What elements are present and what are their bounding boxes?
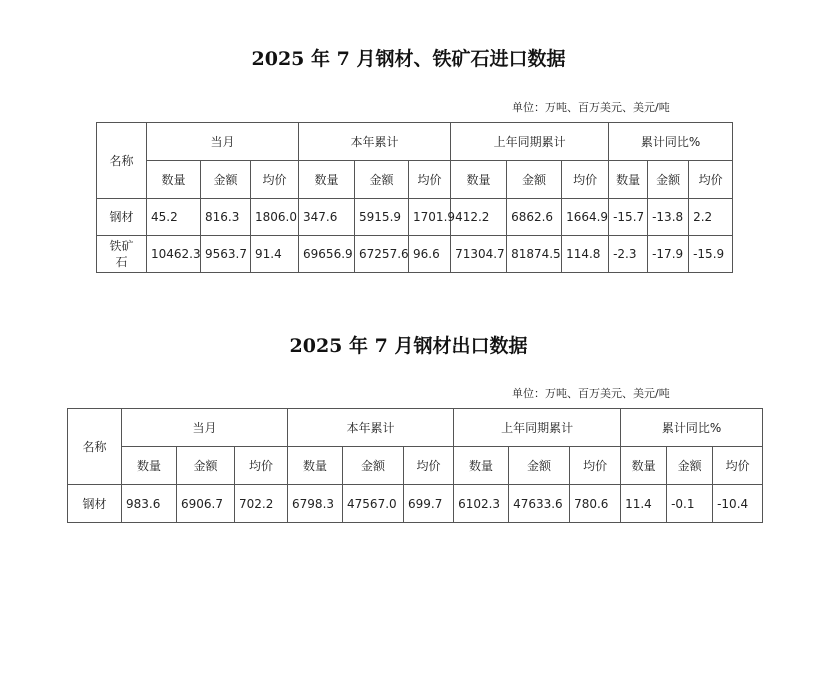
subheader-quantity: 数量 xyxy=(122,447,177,485)
row-name-line2: 石 xyxy=(115,255,128,269)
subheader-row xyxy=(97,161,733,199)
cell-value: 91.4 xyxy=(251,236,299,273)
subheader-quantity: 数量 xyxy=(299,161,355,199)
subheader-avg-price: 均价 xyxy=(251,161,299,199)
group-header-ytd: 本年累计 xyxy=(299,123,451,161)
cell-value: 1806.0 xyxy=(251,199,299,236)
cell-value: 47633.6 xyxy=(509,485,570,523)
cell-value: -10.4 xyxy=(713,485,763,523)
subheader-quantity: 数量 xyxy=(454,447,509,485)
table-row xyxy=(97,236,733,273)
cell-value: 81874.5 xyxy=(507,236,562,273)
cell-value: 47567.0 xyxy=(343,485,404,523)
name-header: 名称 xyxy=(68,409,122,485)
cell-value: 71304.7 xyxy=(451,236,507,273)
subheader-amount: 金额 xyxy=(201,161,251,199)
row-name: 钢材 xyxy=(97,199,147,236)
group-header-last-year-ytd: 上年同期累计 xyxy=(454,409,621,447)
cell-value: 69656.9 xyxy=(299,236,355,273)
cell-value: 699.7 xyxy=(404,485,454,523)
cell-value: -15.7 xyxy=(609,199,648,236)
subheader-quantity: 数量 xyxy=(147,161,201,199)
subheader-avg-price: 均价 xyxy=(570,447,621,485)
cell-value: 2.2 xyxy=(689,199,733,236)
export-table-title: 2025 年 7 月钢材出口数据 xyxy=(289,335,528,357)
group-header-current-month: 当月 xyxy=(147,123,299,161)
header-row xyxy=(97,123,733,161)
subheader-amount: 金额 xyxy=(648,161,689,199)
group-header-yoy: 累计同比% xyxy=(609,123,733,161)
subheader-avg-price: 均价 xyxy=(689,161,733,199)
cell-value: 983.6 xyxy=(122,485,177,523)
cell-value: 5915.9 xyxy=(355,199,409,236)
subheader-amount: 金额 xyxy=(343,447,404,485)
subheader-quantity: 数量 xyxy=(451,161,507,199)
group-header-ytd: 本年累计 xyxy=(288,409,454,447)
cell-value: -17.9 xyxy=(648,236,689,273)
cell-value: 6798.3 xyxy=(288,485,343,523)
subheader-avg-price: 均价 xyxy=(404,447,454,485)
header-row xyxy=(68,409,763,447)
subheader-avg-price: 均价 xyxy=(409,161,451,199)
subheader-row xyxy=(68,447,763,485)
cell-value: 45.2 xyxy=(147,199,201,236)
import-unit-note: 单位：万吨、百万美元、美元/吨 xyxy=(512,101,670,114)
subheader-quantity: 数量 xyxy=(621,447,667,485)
cell-value: 1701.9 xyxy=(409,199,451,236)
subheader-quantity: 数量 xyxy=(288,447,343,485)
group-header-current-month: 当月 xyxy=(122,409,288,447)
cell-value: 347.6 xyxy=(299,199,355,236)
name-header: 名称 xyxy=(97,123,147,199)
cell-value: 96.6 xyxy=(409,236,451,273)
table-row xyxy=(97,199,733,236)
cell-value: -15.9 xyxy=(689,236,733,273)
cell-value: 702.2 xyxy=(235,485,288,523)
row-name xyxy=(97,236,147,273)
subheader-quantity: 数量 xyxy=(609,161,648,199)
cell-value: 412.2 xyxy=(451,199,507,236)
subheader-avg-price: 均价 xyxy=(713,447,763,485)
subheader-amount: 金额 xyxy=(355,161,409,199)
cell-value: 11.4 xyxy=(621,485,667,523)
subheader-avg-price: 均价 xyxy=(562,161,609,199)
import-table-title: 2025 年 7 月钢材、铁矿石进口数据 xyxy=(251,48,566,70)
cell-value: 114.8 xyxy=(562,236,609,273)
cell-value: 6862.6 xyxy=(507,199,562,236)
cell-value: -0.1 xyxy=(667,485,713,523)
cell-value: 10462.3 xyxy=(147,236,201,273)
cell-value: 6906.7 xyxy=(177,485,235,523)
cell-value: -13.8 xyxy=(648,199,689,236)
row-name: 钢材 xyxy=(68,485,122,523)
subheader-amount: 金额 xyxy=(667,447,713,485)
subheader-amount: 金额 xyxy=(177,447,235,485)
export-unit-note: 单位：万吨、百万美元、美元/吨 xyxy=(512,387,670,400)
subheader-amount: 金额 xyxy=(509,447,570,485)
import-data-table xyxy=(96,122,733,273)
table-row xyxy=(68,485,763,523)
subheader-avg-price: 均价 xyxy=(235,447,288,485)
group-header-last-year-ytd: 上年同期累计 xyxy=(451,123,609,161)
cell-value: 1664.9 xyxy=(562,199,609,236)
group-header-yoy: 累计同比% xyxy=(621,409,763,447)
export-data-table xyxy=(67,408,763,523)
cell-value: 9563.7 xyxy=(201,236,251,273)
subheader-amount: 金额 xyxy=(507,161,562,199)
cell-value: 67257.6 xyxy=(355,236,409,273)
row-name-line1: 铁矿 xyxy=(109,239,134,253)
cell-value: -2.3 xyxy=(609,236,648,273)
cell-value: 780.6 xyxy=(570,485,621,523)
cell-value: 6102.3 xyxy=(454,485,509,523)
cell-value: 816.3 xyxy=(201,199,251,236)
